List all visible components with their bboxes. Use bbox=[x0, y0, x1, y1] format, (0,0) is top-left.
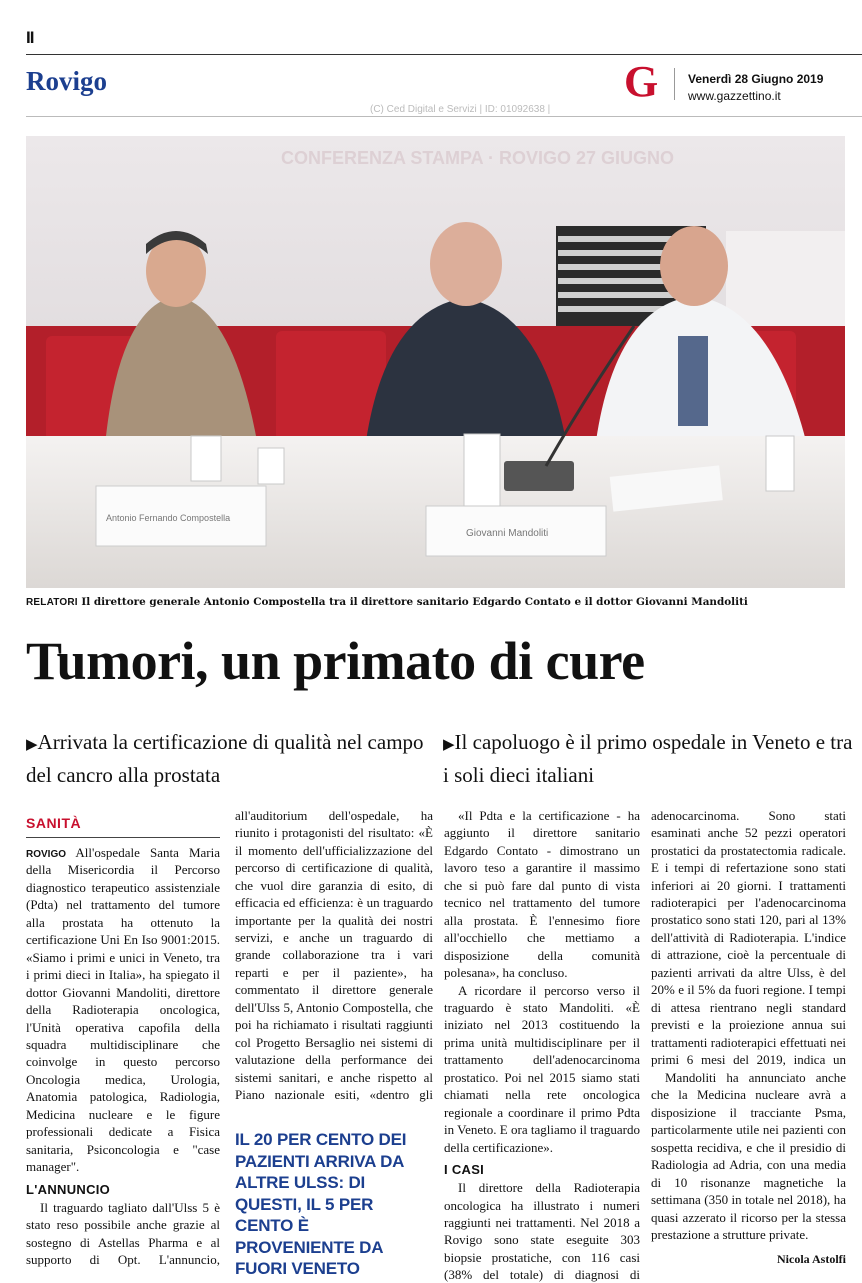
paragraph-1-text: All'ospedale Santa Maria della Misericordia il Percorso diagnostico terapeutico assistenziale (Pdta) nel trattamento del tumore alla prostata ha ottenuto la certificazione Uni En Iso 9001:2015. «Siamo i primi e unici in Veneto, tra i primi dieci in Italia», ha spiegato il dottor Giovanni Mandoliti, direttore della Radioterapia oncologica, l'Unità operativa capofila della squadra multidisciplinare che coinvolge in questo percorso Oncologia medica, Urologia, Anatomia patologica, Radiologia, Medicina nucleare e le figure professionali dedicate a Fisica sanitaria, Psiconcologia e "case manager". bbox=[26, 845, 220, 1175]
nameplate-left: Antonio Fernando Compostella bbox=[106, 513, 231, 523]
deck-right bbox=[443, 727, 853, 790]
page-number: II bbox=[26, 28, 34, 47]
deck-left-text: Arrivata la certificazione di qualità nel campo del cancro alla prostata bbox=[26, 730, 424, 787]
deck-right-text: Il capoluogo è il primo ospedale in Veneto e tra i soli dieci italiani bbox=[443, 730, 853, 787]
paragraph-6: Mandoliti ha annunciato anche che la Medicina nucleare avrà a disposizione il tracciante Psma, particolarmente utile nei pazienti con sospetta recidiva, e che il presidio di Radiologia ad Adria, con una media di 10 risonanze magnetiche la settimana (350 in totale nel 2018), ha quasi azzerato il ricorso per la stessa prestazione a strutture private. bbox=[651, 1070, 846, 1243]
header-rule bbox=[26, 116, 862, 117]
headline: Tumori, un primato di cure bbox=[26, 631, 645, 691]
subhead-casi: I CASI bbox=[444, 1162, 485, 1178]
logo-separator bbox=[674, 68, 675, 100]
deck-left bbox=[26, 727, 436, 790]
article-column-2 bbox=[235, 807, 433, 1280]
nameplate-right: Giovanni Mandoliti bbox=[466, 528, 549, 539]
top-rule bbox=[26, 54, 862, 55]
press-conference-photo bbox=[26, 136, 845, 588]
article-column-1 bbox=[26, 807, 220, 1268]
photo-caption bbox=[26, 596, 748, 608]
section-title: Rovigo bbox=[26, 66, 107, 96]
triangle-icon: ▶ bbox=[443, 737, 455, 753]
paragraph-5-overflow: adenocarcinoma. Sono stati esaminati anche 52 pezzi operatori prostatici da prostatectomia radicale. E i tempi di refertazione sono stati inferiori ai 20 giorni. I trattamenti radioterapici per l'adenocarcinoma prostatico sono stati 120, pari al 13% dell'attività di Radioterapia. L'indice di attrazione, cioè la percentuale di pazienti arrivati da altre Ulss, è del 20% e il 5% da fuori regione. I tempi di attesa rientrano negli standard previsti e la proiezione annua sui trattamenti radioterapici effettuati nei primi 6 mesi del 2019, indica un bbox=[651, 807, 846, 1068]
paragraph-5-start: Il direttore della Radioterapia oncologica ha illustrato i numeri raggiunti nei trattamenti. Nel 2018 a Rovigo sono state eseguite 303 biopsie prostatiche, con 116 casi (38% del totale) di diagnosi di bbox=[444, 1180, 640, 1283]
article-column-4 bbox=[651, 807, 846, 1267]
section-kicker: SANITÀ bbox=[26, 815, 220, 838]
pull-quote: IL 20 PER CENTO DEI PAZIENTI ARRIVA DA ALTRE ULSS: DI QUESTI, IL 5 PER CENTO È PROVENIENTE DA FUORI VENETO bbox=[235, 1130, 407, 1278]
gazzettino-logo: G bbox=[624, 57, 659, 106]
caption-text: Il direttore generale Antonio Compostella tra il direttore sanitario Edgardo Contato e il dottor Giovanni Mandoliti bbox=[77, 596, 748, 608]
paragraph-3: «Il Pdta e la certificazione - ha aggiunto il direttore sanitario Edgardo Contato - dimostrano un lavoro teso a garantire il massimo che si può fare dal punto di vista tecnico nel trattamento del tumore alla prostata. È l'ennesimo fiore all'occhiello che mettiamo a disposizione della comunità polesana», ha concluso. bbox=[444, 808, 640, 981]
paragraph-2-overflow: all'auditorium dell'ospedale, ha riunito i protagonisti del risultato: «È il momento dell'ufficializzazione del percorso di certificazione di qualità, che vuol dire garanzia di esito, di efficacia ed efficienza: è un traguardo importante per la qualità dei nostri servizi, e anche un traguardo di grande collaborazione tra i vari reparti e per il paziente», ha commentato il direttore generale dell'Ulss 5, Antonio Compostella, che poi ha richiamato i risultati raggiunti col Progetto Bersaglio nei sistemi di valutazione della performance dei sistemi sanitari, e anche rispetto al Piano nazionale esiti, «dentro gli bbox=[235, 807, 433, 1103]
paragraph-2-start: Il traguardo tagliato dall'Ulss 5 è stato reso possibile anche grazie al sostegno di Astellas Pharma e al supporto di Opt. L'annuncio, bbox=[26, 1199, 220, 1267]
watermark: (C) Ced Digital e Servizi | ID: 01092638 | bbox=[370, 104, 551, 115]
photo-illustration bbox=[26, 136, 845, 588]
website-url: www.gazzettino.it bbox=[688, 89, 781, 103]
dateline: ROVIGO bbox=[26, 849, 67, 860]
article-column-3 bbox=[444, 807, 640, 1283]
subhead-annuncio: L'ANNUNCIO bbox=[26, 1181, 111, 1197]
byline: Nicola Astolfi bbox=[777, 1251, 846, 1266]
paragraph-1 bbox=[26, 844, 220, 1176]
issue-date: Venerdì 28 Giugno 2019 bbox=[688, 72, 824, 86]
caption-tag: RELATORI bbox=[26, 597, 78, 608]
triangle-icon: ▶ bbox=[26, 737, 38, 753]
paragraph-5-continued bbox=[651, 807, 846, 1069]
paragraph-4: A ricordare il percorso verso il traguardo è stato Mandoliti. «È iniziato nel 2013 costituendo la prima unità multidisciplinare per il trattamento dell'adenocarcinoma prostatico. Poi nel 2015 siamo stati chiamati nella rete oncologica regionale a coordinare il primo Pdta in Veneto. E ora tagliamo il traguardo della certificazione». bbox=[444, 982, 640, 1155]
paragraph-2-continued bbox=[235, 807, 433, 1103]
backdrop-text: CONFERENZA STAMPA · ROVIGO 27 GIUGNO bbox=[281, 148, 675, 168]
